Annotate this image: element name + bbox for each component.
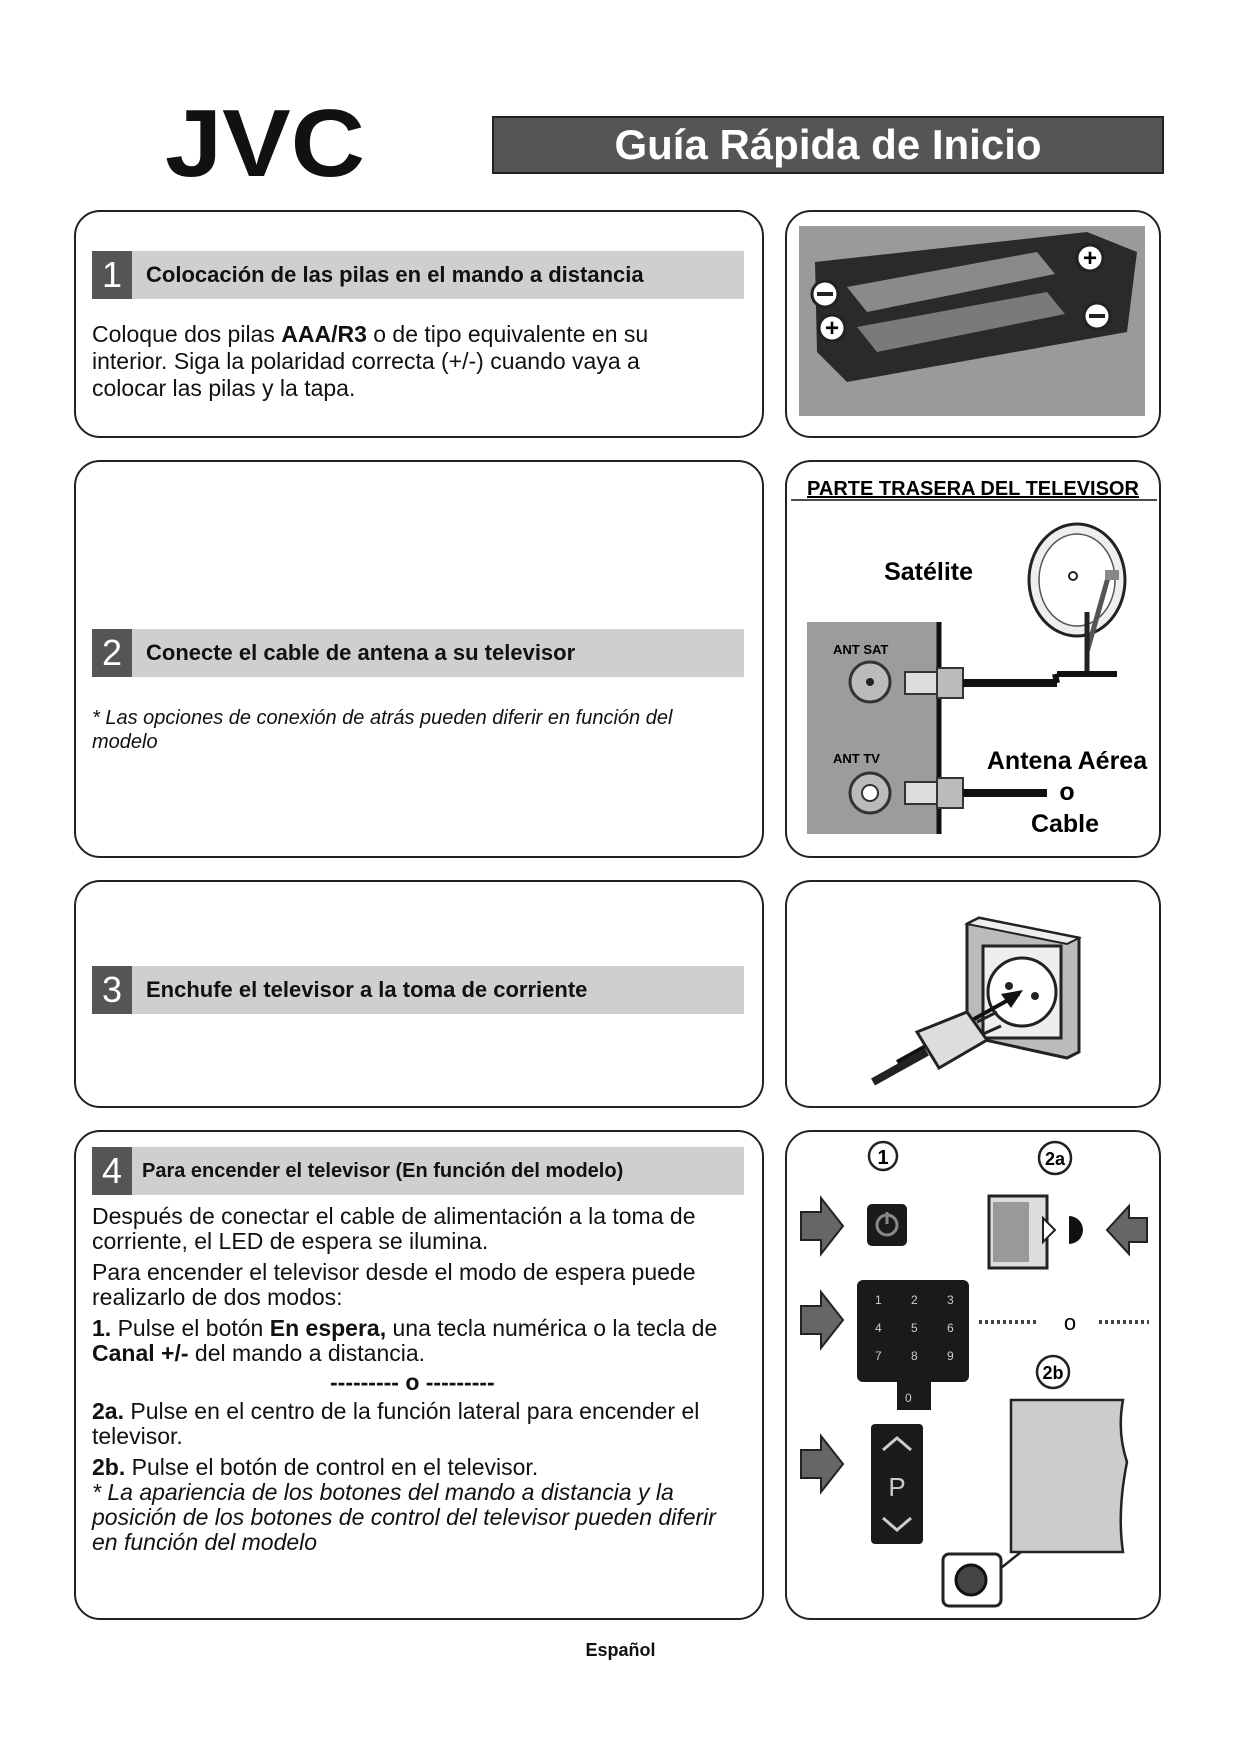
antenna-diagram [787,462,1159,856]
step-1-number: 1 [92,251,132,299]
svg-text:0: 0 [905,1391,912,1405]
satellite-dish-icon [1029,524,1125,674]
step-2-note: * Las opciones de conexión de atrás pueden diferir en función del modelo [92,707,673,753]
step-3-header [92,966,744,1014]
satellite-label: Satélite [884,558,973,586]
power-socket-panel [785,880,1161,1108]
svg-text:3: 3 [947,1293,954,1307]
step-4-text: Después de conectar el cable de alimentación a la toma de corriente, el LED de espera se ilumina. Para encender el televisor desde el modo de espera puede realizarlo de dos modos: 1. Pulse el botón En espera, una tecla numérica o la tecla de Canal +/- del mando a distancia. --------- o --------- 2a. Pulse en el centro de la función lateral para encender el televisor. 2b. Pulse el botón de control en el televisor. * La apariencia de los botones del mando a distancia y la posición de los botones de control del televisor pueden diferir en función del modelo [92,1204,762,1555]
step-3-number: 3 [92,966,132,1014]
option-2a-label: 2a [1044,1149,1066,1169]
step-1-title: Colocación de las pilas en el mando a distancia [146,262,644,287]
step-2-header [92,629,744,677]
or-label: o [1063,1310,1077,1335]
step-2-title: Conecte el cable de antena a su televisor [146,640,576,665]
jvc-logo [165,98,370,188]
ant-tv-label: ANT TV [833,751,880,766]
svg-text:5: 5 [911,1321,918,1335]
page-footer-language: Español [585,1640,656,1660]
svg-text:9: 9 [947,1349,954,1363]
step-1-text: Coloque dos pilas AAA/R3 o de tipo equivalente en su interior. Siga la polaridad correcta (+/-) cuando vaya a colocar las pilas y la tapa. [92,321,649,401]
brand-text: JVC [165,98,365,188]
svg-text:2: 2 [911,1293,918,1307]
battery-illustration [787,212,1159,436]
arrow-right-icon [801,1436,843,1492]
channel-button-icon [871,1424,923,1544]
step-4-number: 4 [92,1147,132,1195]
tv-side-icon [989,1196,1083,1268]
step-4-title: Para encender el televisor (En función del modelo) [142,1159,624,1182]
diagram-heading: PARTE TRASERA DEL TELEVISOR [807,478,1139,500]
arrow-left-icon [1107,1206,1147,1254]
arrow-right-icon [801,1292,843,1348]
numeric-keypad-icon [857,1280,969,1410]
svg-text:8: 8 [911,1349,918,1363]
svg-text:6: 6 [947,1321,954,1335]
aerial-or: o [1059,778,1075,806]
svg-text:+: + [1082,245,1098,272]
step-4-header [92,1147,744,1195]
antenna-diagram-panel [785,460,1161,858]
cable-label: Cable [1030,810,1100,838]
tv-control-button-icon [943,1400,1127,1606]
svg-text:+: + [824,315,840,342]
power-on-diagram-panel [785,1130,1161,1620]
option-2b-label: 2b [1042,1363,1064,1383]
arrow-right-icon [801,1198,843,1254]
step-3-title: Enchufe el televisor a la toma de corriente [146,977,588,1002]
standby-button-icon [867,1204,907,1246]
power-on-diagram [787,1132,1159,1618]
step-2-number: 2 [92,629,132,677]
power-plug-icon [787,882,1159,1106]
step-1-header [92,251,744,299]
or-separator: --------- o --------- [330,1369,495,1395]
page-title: Guía Rápida de Inicio [492,116,1164,174]
svg-text:P: P [888,1472,906,1502]
svg-text:4: 4 [875,1321,882,1335]
svg-text:1: 1 [875,1293,882,1307]
svg-text:7: 7 [875,1349,882,1363]
aerial-label: Antena Aérea [986,747,1148,775]
ant-sat-label: ANT SAT [833,642,889,657]
option-1-label: 1 [877,1147,889,1169]
battery-image-panel [785,210,1161,438]
